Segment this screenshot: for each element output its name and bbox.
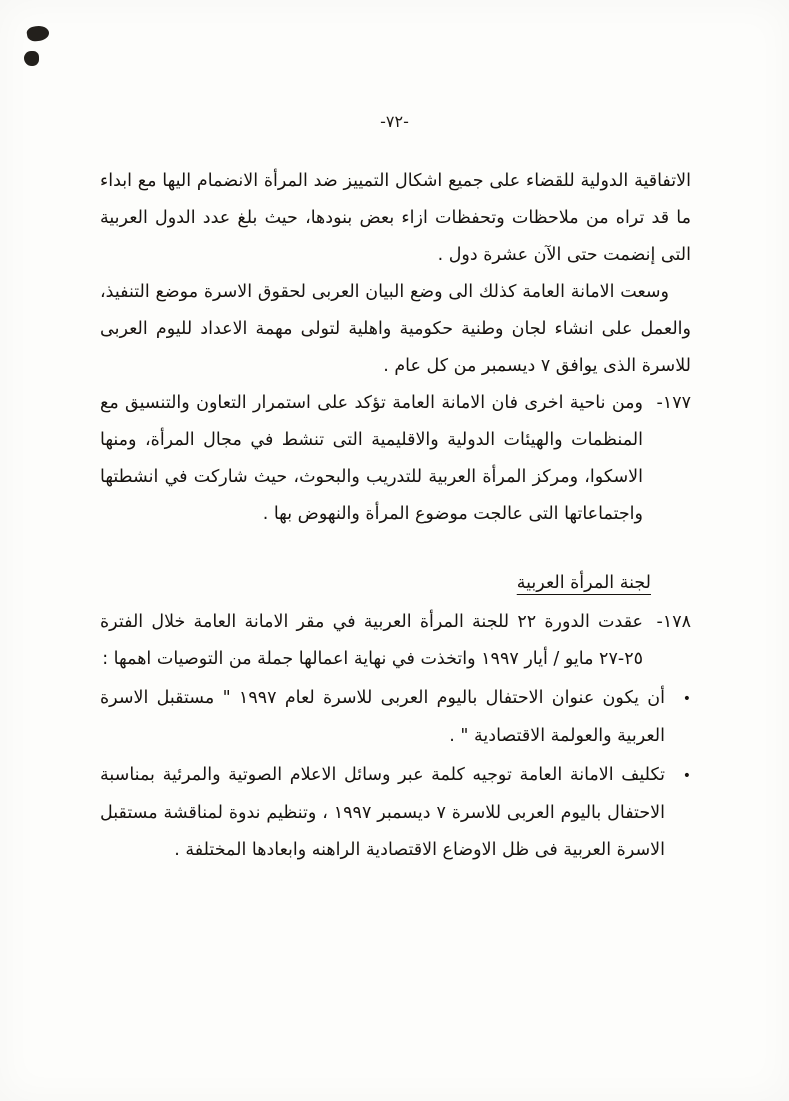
paragraph: الاتفاقية الدولية للقضاء على جميع اشكال التمييز ضد المرأة الانضمام اليها مع ابداء ما قد تراه من ملاحظات وتحفظات ازاء بعض بنودها، حيث بلغ عدد الدول العربية التى إنضمت حتى الآن عشرة دول .	[100, 171, 691, 265]
document-body	[100, 163, 691, 869]
paragraph-text: ومن ناحية اخرى فان الامانة العامة تؤكد على استمرار التعاون والتنسيق مع المنظمات والهيئات الدولية والاقليمية التى تنشط في مجال المرأة، ومنها الاسكوا، ومركز المرأة العربية للتدريب والبحوث، حيث شاركت في انشطتها واجتماعاتها التى عالجت موضوع المرأة والنهوض بها .	[100, 393, 643, 524]
recommendations-list	[100, 680, 691, 869]
bullet-icon: •	[682, 691, 691, 707]
list-item-text: أن يكون عنوان الاحتفال باليوم العربى للاسرة لعام ١٩٩٧ " مستقبل الاسرة العربية والعولمة الاقتصادية " .	[100, 688, 665, 746]
list-item	[100, 680, 691, 755]
list-item	[100, 757, 691, 869]
page-number: -٧٢-	[380, 112, 409, 131]
numbered-paragraph	[100, 604, 691, 678]
numbered-paragraph	[100, 385, 691, 533]
section-heading: لجنة المرأة العربية	[516, 573, 651, 593]
paragraph-text: عقدت الدورة ٢٢ للجنة المرأة العربية في مقر الامانة العامة خلال الفترة ٢٥-٢٧ مايو / أيار ١٩٩٧ واتخذت في نهاية اعمالها جملة من التوصيات اهمها :	[100, 612, 643, 669]
bullet-icon: •	[682, 768, 691, 784]
paragraph-number: ١٧٨-	[656, 612, 691, 632]
scan-artifact	[24, 51, 39, 66]
list-item-text: تكليف الامانة العامة توجيه كلمة عبر وسائل الاعلام الصوتية والمرئية بمناسبة الاحتفال باليوم العربى للاسرة ٧ ديسمبر ١٩٩٧ ، وتنظيم ندوة لمناقشة مستقبل الاسرة العربية فى ظل الاوضاع الاقتصادية الراهنه وابعادها المختلفة .	[100, 765, 665, 860]
paragraph-number: ١٧٧-	[656, 393, 691, 413]
paragraph: وسعت الامانة العامة كذلك الى وضع البيان العربى لحقوق الاسرة موضع التنفيذ، والعمل على انشاء لجان وطنية حكومية واهلية لتولى مهمة الاعداد لليوم العربى للاسرة الذى يوافق ٧ ديسمبر من كل عام .	[100, 282, 691, 376]
